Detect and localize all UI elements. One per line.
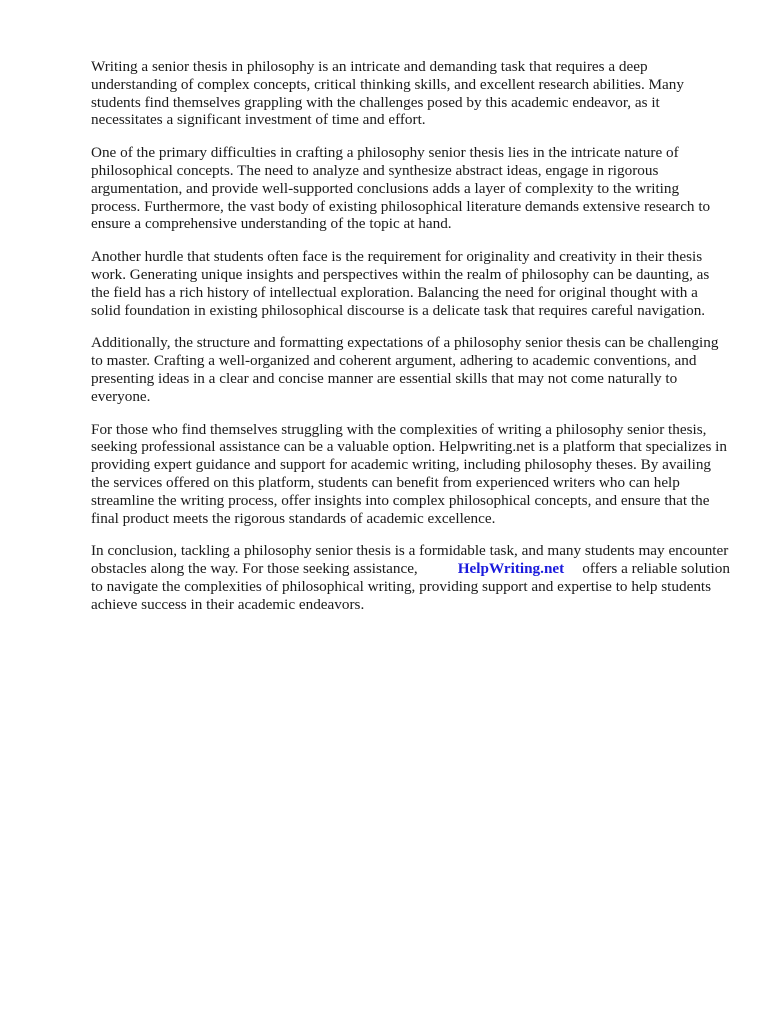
conclusion-text-after-link: offers a reliable solution to navigate the complexities of philosophical writing, providing support and expertise to help students achieve success in their academic endeavors.: [91, 560, 730, 613]
paragraph-difficulties: One of the primary difficulties in crafting a philosophy senior thesis lies in the intricate nature of philosophical concepts. The need to analyze and synthesize abstract ideas, engage in rigorous argumentation, and provide well-supported conclusions adds a layer of complexity to the writing process. Furthermore, the vast body of existing philosophical literature demands extensive research to ensure a comprehensive understanding of the topic at hand.: [91, 144, 711, 233]
helpwriting-link[interactable]: HelpWriting.net: [457, 560, 565, 578]
document-body: [91, 58, 731, 629]
conclusion-text-before-link: In conclusion, tackling a philosophy senior thesis is a formidable task, and many students may encounter obstacles along the way. For those seeking assistance,: [91, 542, 729, 578]
paragraph-conclusion: [91, 542, 731, 613]
paragraph-structure: Additionally, the structure and formatting expectations of a philosophy senior thesis can be challenging to master. Crafting a well-organized and coherent argument, adhering to academic conventions, and presenting ideas in a clear and concise manner are essential skills that may not come naturally to everyone.: [91, 334, 719, 405]
paragraph-assistance: For those who find themselves struggling with the complexities of writing a philosophy senior thesis, seeking professional assistance can be a valuable option. Helpwriting.net is a platform that specializes in providing expert guidance and support for academic writing, including philosophy theses. By availing the services offered on this platform, students can benefit from experienced writers who can help streamline the writing process, offer insights into complex philosophical concepts, and ensure that the final product meets the rigorous standards of academic excellence.: [91, 420, 727, 527]
paragraph-intro: Writing a senior thesis in philosophy is an intricate and demanding task that requires a deep understanding of complex concepts, critical thinking skills, and excellent research abilities. Many students find themselves grappling with the challenges posed by this academic endeavor, as it necessitates a significant investment of time and effort.: [91, 58, 684, 129]
paragraph-originality: Another hurdle that students often face is the requirement for originality and creativity in their thesis work. Generating unique insights and perspectives within the realm of philosophy can be daunting, as the field has a rich history of intellectual exploration. Balancing the need for original thought with a solid foundation in existing philosophical discourse is a delicate task that requires careful navigation.: [91, 248, 710, 319]
